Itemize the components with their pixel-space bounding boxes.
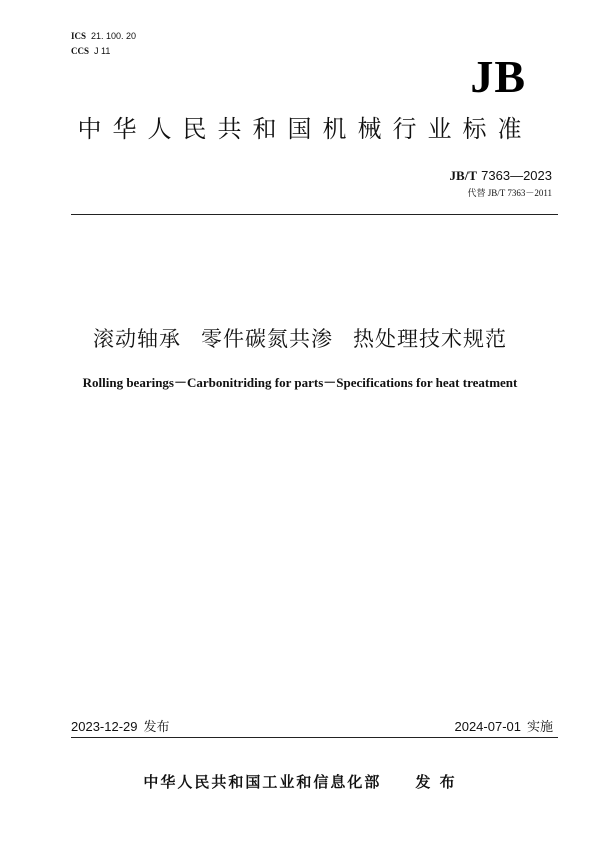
implement-date: 2024-07-01 bbox=[454, 719, 521, 734]
ccs-code bbox=[71, 46, 110, 57]
title-cn-part3: 热处理技术规范 bbox=[353, 327, 507, 351]
ccs-label: CCS bbox=[71, 46, 90, 56]
header-divider bbox=[71, 214, 558, 215]
issue-label: 发 布 bbox=[415, 773, 457, 791]
implement-date-line bbox=[454, 719, 553, 736]
ics-value: 21. 100. 20 bbox=[91, 31, 137, 41]
standard-number-prefix: JB/T bbox=[449, 168, 478, 183]
document-title-cn bbox=[0, 324, 600, 354]
ccs-value: J 11 bbox=[94, 46, 111, 56]
standard-number-value: 7363—2023 bbox=[481, 168, 552, 183]
ics-label: ICS bbox=[71, 31, 87, 41]
publish-date-line bbox=[71, 719, 170, 736]
footer-divider bbox=[71, 737, 558, 738]
title-cn-part1: 滚动轴承 bbox=[93, 327, 181, 351]
standard-category-title: 中华人民共和国机械行业标准 bbox=[77, 115, 533, 143]
publish-date: 2023-12-29 bbox=[71, 719, 138, 734]
standard-number bbox=[450, 168, 552, 185]
issuer-line bbox=[0, 772, 600, 792]
publish-label: 发布 bbox=[143, 720, 170, 735]
title-cn-part2: 零件碳氮共渗 bbox=[201, 327, 333, 351]
issuer-name: 中华人民共和国工业和信息化部 bbox=[143, 773, 382, 791]
ics-code bbox=[71, 31, 136, 42]
replaces-note: 代替 JB/T 7363－2011 bbox=[467, 188, 552, 198]
document-title-en: Rolling bearings－Carbonitriding for parts－Specifications for heat treatment bbox=[82, 375, 518, 390]
implement-label: 实施 bbox=[526, 720, 553, 735]
jb-logo: JB bbox=[470, 51, 526, 102]
